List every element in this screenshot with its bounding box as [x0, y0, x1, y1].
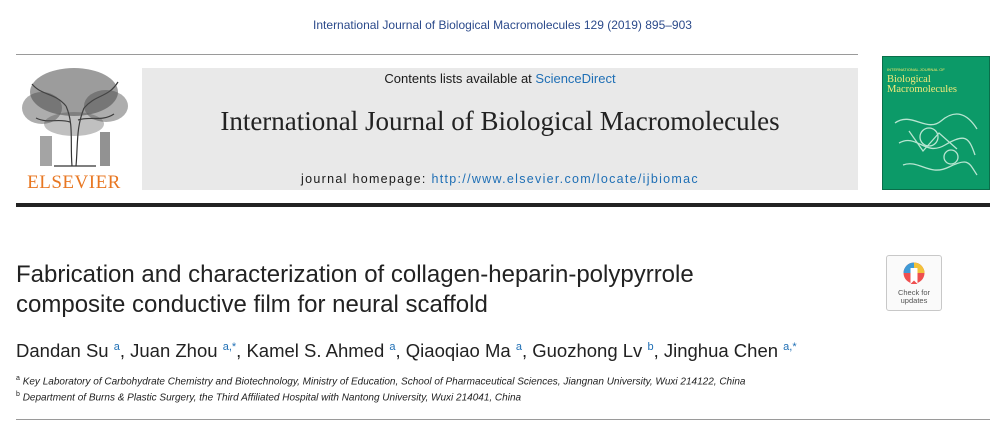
crossmark-label — [887, 289, 941, 305]
cover-header-text: INTERNATIONAL JOURNAL OF — [887, 67, 945, 72]
author-affiliation-link[interactable]: a,* — [783, 340, 797, 353]
journal-homepage-line — [142, 172, 858, 186]
journal-title: International Journal of Biological Macromolecules — [220, 106, 780, 136]
homepage-prefix: journal homepage: — [301, 172, 432, 186]
crossmark-label-line-1: Check for — [897, 288, 931, 297]
header-thick-rule — [16, 203, 990, 207]
author-affiliation-link[interactable]: a — [389, 340, 396, 353]
homepage-link[interactable]: http://www.elsevier.com/locate/ijbiomac — [431, 172, 699, 186]
author-list: Dandan Su $^a$, Juan Zhou $^{a,*}$, Kamel S. Ahmed $^a$, Qiaoqiao Ma $^a$, Guozhong Lv $^b$, Jinghua Chen $^{a,*}$ — [16, 340, 797, 361]
section-divider — [16, 419, 990, 420]
affiliation-mark: b — [16, 391, 20, 398]
author-affiliation-link[interactable]: b — [647, 340, 654, 353]
affiliation-text: Department of Burns & Plastic Surgery, the Third Affiliated Hospital with Nantong University, Wuxi 214041, China — [22, 392, 522, 404]
contents-prefix: Contents lists available at — [384, 71, 536, 86]
journal-banner — [142, 68, 858, 190]
cover-title: Biological Macromolecules — [887, 74, 957, 95]
author-affiliation-link[interactable]: a,* — [222, 340, 237, 353]
author-name: Guozhong Lv — [532, 340, 643, 361]
affiliation-text: Key Laboratory of Carbohydrate Chemistry and Biotechnology, Ministry of Education, School of Pharmaceutical Sciences, Jiangnan University, Wuxi 214122, China — [22, 376, 746, 388]
elsevier-logo[interactable] — [14, 62, 134, 194]
author-name: Dandan Su — [16, 340, 109, 361]
article-title-line-1: Fabrication and characterization of collagen-heparin-polypyrrole — [16, 261, 694, 288]
cover-molecule-icon — [889, 103, 983, 183]
author-name: Kamel S. Ahmed — [246, 340, 385, 361]
sciencedirect-link[interactable]: ScienceDirect — [535, 71, 616, 86]
journal-citation[interactable]: International Journal of Biological Macromolecules 129 (2019) 895–903 — [313, 18, 692, 32]
crossmark-icon — [902, 261, 926, 287]
author-name: Qiaoqiao Ma — [405, 340, 511, 361]
affiliation-a — [16, 375, 996, 387]
journal-cover-thumbnail[interactable] — [882, 56, 990, 190]
author-affiliation-link[interactable]: a — [113, 340, 120, 353]
affiliation-b — [16, 391, 996, 403]
elsevier-tree-icon — [14, 62, 134, 170]
affiliation-mark: a — [16, 375, 20, 382]
header-divider — [16, 54, 858, 55]
contents-available-line — [142, 71, 858, 86]
elsevier-wordmark: ELSEVIER — [27, 172, 121, 193]
author-name: Jinghua Chen — [663, 340, 779, 361]
check-for-updates-badge[interactable] — [886, 255, 942, 311]
author-name: Juan Zhou — [130, 340, 218, 361]
article-title-line-2: composite conductive film for neural scaffold — [16, 291, 488, 318]
crossmark-label-line-2: updates — [900, 296, 928, 305]
article-title — [16, 260, 856, 320]
author-affiliation-link[interactable]: a — [515, 340, 522, 353]
